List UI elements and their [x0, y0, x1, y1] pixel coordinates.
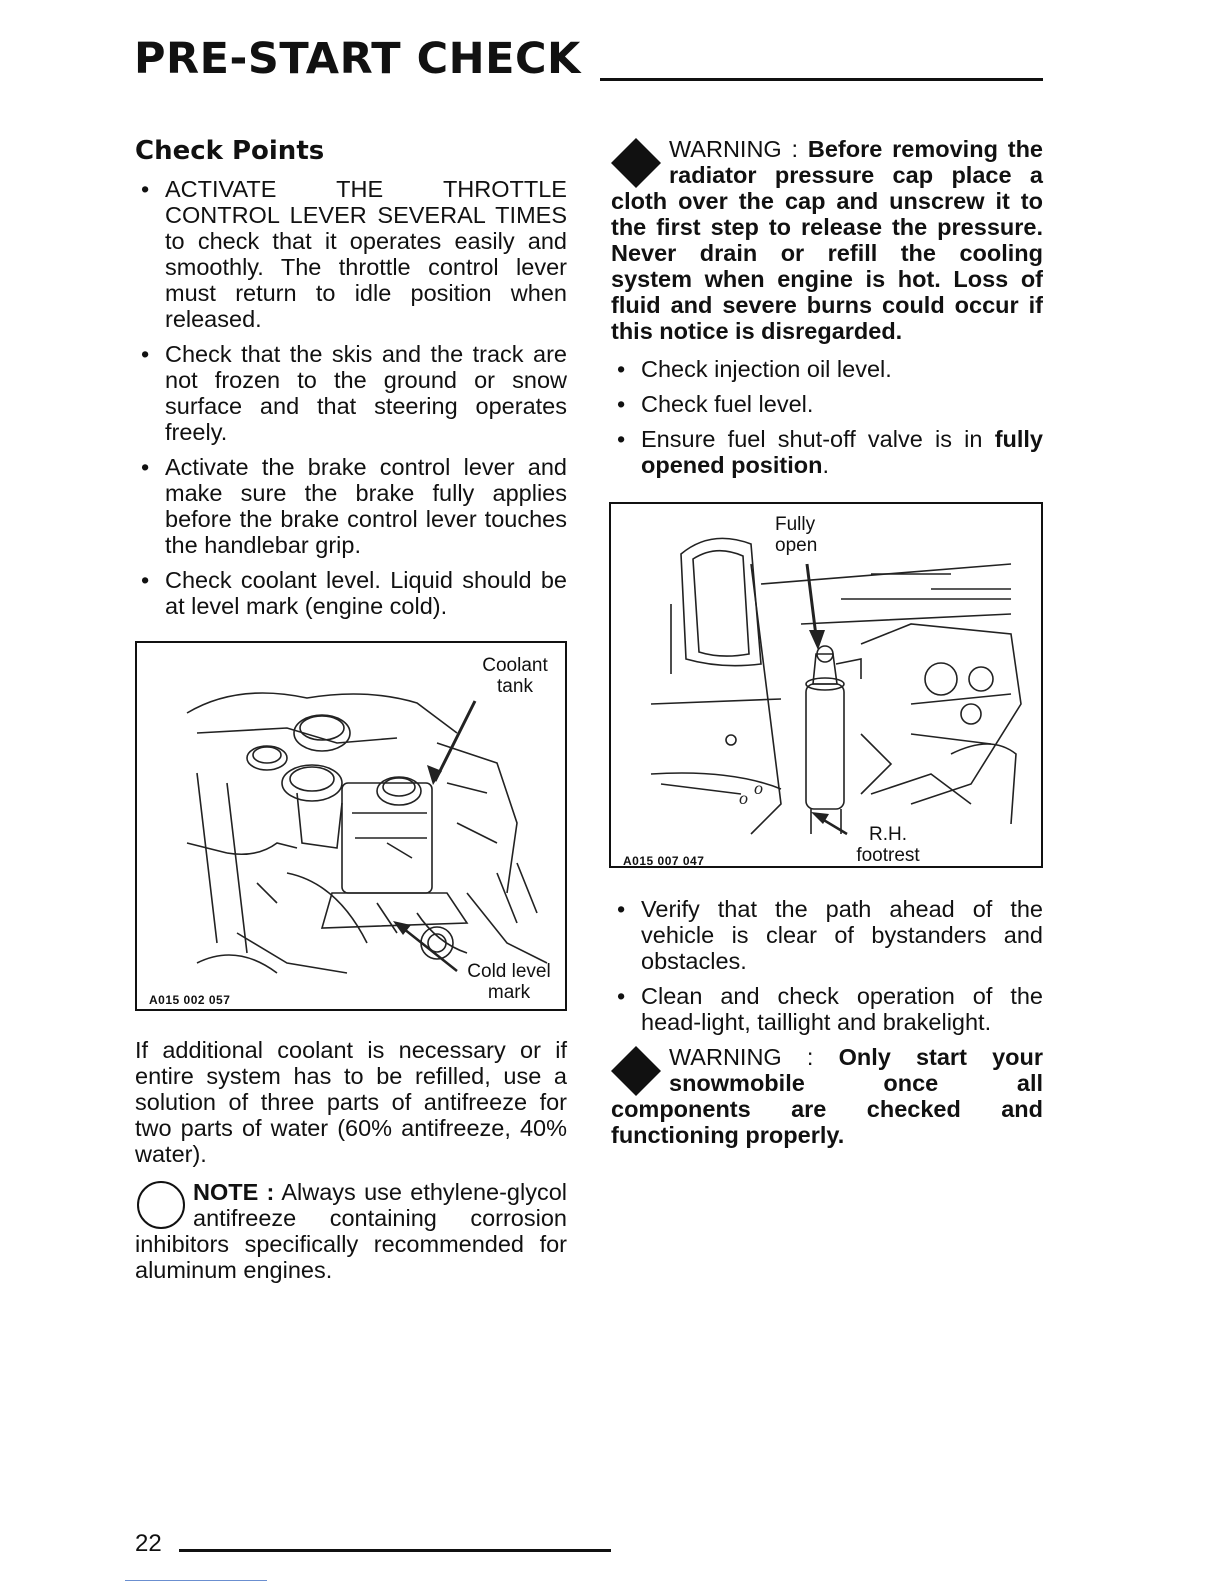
- fully-open-label: [775, 514, 827, 556]
- scan-edge-mark: [125, 1580, 267, 1581]
- warning-radiator: [611, 136, 1043, 344]
- list-item: • Clean and check operation of the head-light, taillight and brakelight.: [611, 983, 1043, 1035]
- fuel-valve-figure: [609, 502, 1043, 868]
- section-title: Check Points: [135, 136, 325, 166]
- cold-level-line1: Cold level: [467, 961, 551, 982]
- warning-lead: WARNING :: [669, 136, 799, 162]
- note-lead: NOTE :: [193, 1179, 275, 1205]
- warning-start: [611, 1044, 1043, 1148]
- cold-level-line2: mark: [487, 982, 531, 1003]
- coolant-paragraph: If additional coolant is necessary or if entire system has to be refilled, use a solution of three parts of antifreeze for two parts of water (60% antifreeze, 40% water).: [135, 1037, 567, 1167]
- cold-level-label: [459, 961, 559, 1003]
- rh-footrest-line1: R.H.: [869, 824, 907, 845]
- page-title: PRE-START CHECK: [134, 34, 581, 84]
- svg-text:o: o: [754, 778, 763, 798]
- warning-text: Before removing the radiator pressure cap place a cloth over the cap and unscrew it to the first step to release the pressure. Never drain or refill the cooling system when engine is hot. Loss of fluid and severe burns could occur if this notice is disregarded.: [611, 136, 1043, 344]
- figure-code: A015 007 047: [623, 854, 705, 868]
- coolant-tank-label: [475, 655, 555, 697]
- list-item: • Verify that the path ahead of the vehicle is clear of bystanders and obstacles.: [611, 896, 1043, 974]
- rh-footrest-label: [843, 824, 933, 866]
- title-rule: [600, 78, 1043, 81]
- fully-open-line1: Fully: [775, 514, 816, 535]
- footer-rule: [179, 1549, 611, 1552]
- note-text: Always use ethylene-glycol antifreeze containing corrosion inhibitors specifically recommended for aluminum engines.: [135, 1179, 567, 1283]
- list-item: • Activate the brake control lever and make sure the brake fully applies before the brake control lever touches the handlebar grip.: [135, 454, 567, 558]
- valve-text: Ensure fuel shut-off valve is in: [641, 426, 995, 452]
- valve-period: .: [822, 452, 829, 478]
- left-column: [135, 136, 567, 1283]
- page-number: 22: [135, 1530, 162, 1557]
- coolant-tank-figure: [135, 641, 567, 1011]
- list-item: • Check coolant level. Liquid should be at level mark (engine cold).: [135, 567, 567, 619]
- coolant-label-line1: Coolant: [482, 655, 548, 676]
- fuel-valve-illustration: [611, 504, 1041, 866]
- list-item: • Check injection oil level.: [611, 356, 1043, 382]
- svg-text:o: o: [739, 788, 748, 808]
- rh-footrest-line2: footrest: [856, 845, 920, 866]
- right-column: [611, 136, 1043, 1160]
- list-item: • Check fuel level.: [611, 391, 1043, 417]
- list-item: [611, 426, 1043, 478]
- warning-text: Only start your snowmobile once all components are checked and functioning properly.: [611, 1044, 1043, 1148]
- warning-lead: WARNING :: [669, 1044, 814, 1070]
- note-circle-icon: [135, 1179, 187, 1231]
- final-check-list: [611, 896, 1043, 1035]
- warning-diamond-icon: [611, 1046, 661, 1096]
- coolant-engine-illustration: [137, 643, 565, 1009]
- fully-open-line2: open: [775, 535, 818, 556]
- list-item: • ACTIVATE THE THROTTLE CONTROL LEVER SEVERAL TIMES to check that it operates easily and smoothly. The throttle control lever must return to idle position when released.: [135, 176, 567, 332]
- figure-code: A015 002 057: [149, 993, 231, 1007]
- note-block: [135, 1179, 567, 1283]
- coolant-label-line2: tank: [497, 676, 533, 697]
- list-item: • Check that the skis and the track are not frozen to the ground or snow surface and that steering operates freely.: [135, 341, 567, 445]
- warning-diamond-icon: [611, 138, 661, 188]
- check-points-list: [135, 176, 567, 619]
- fuel-check-list: [611, 356, 1043, 478]
- valve-bold-text: fully opened position: [641, 426, 1043, 478]
